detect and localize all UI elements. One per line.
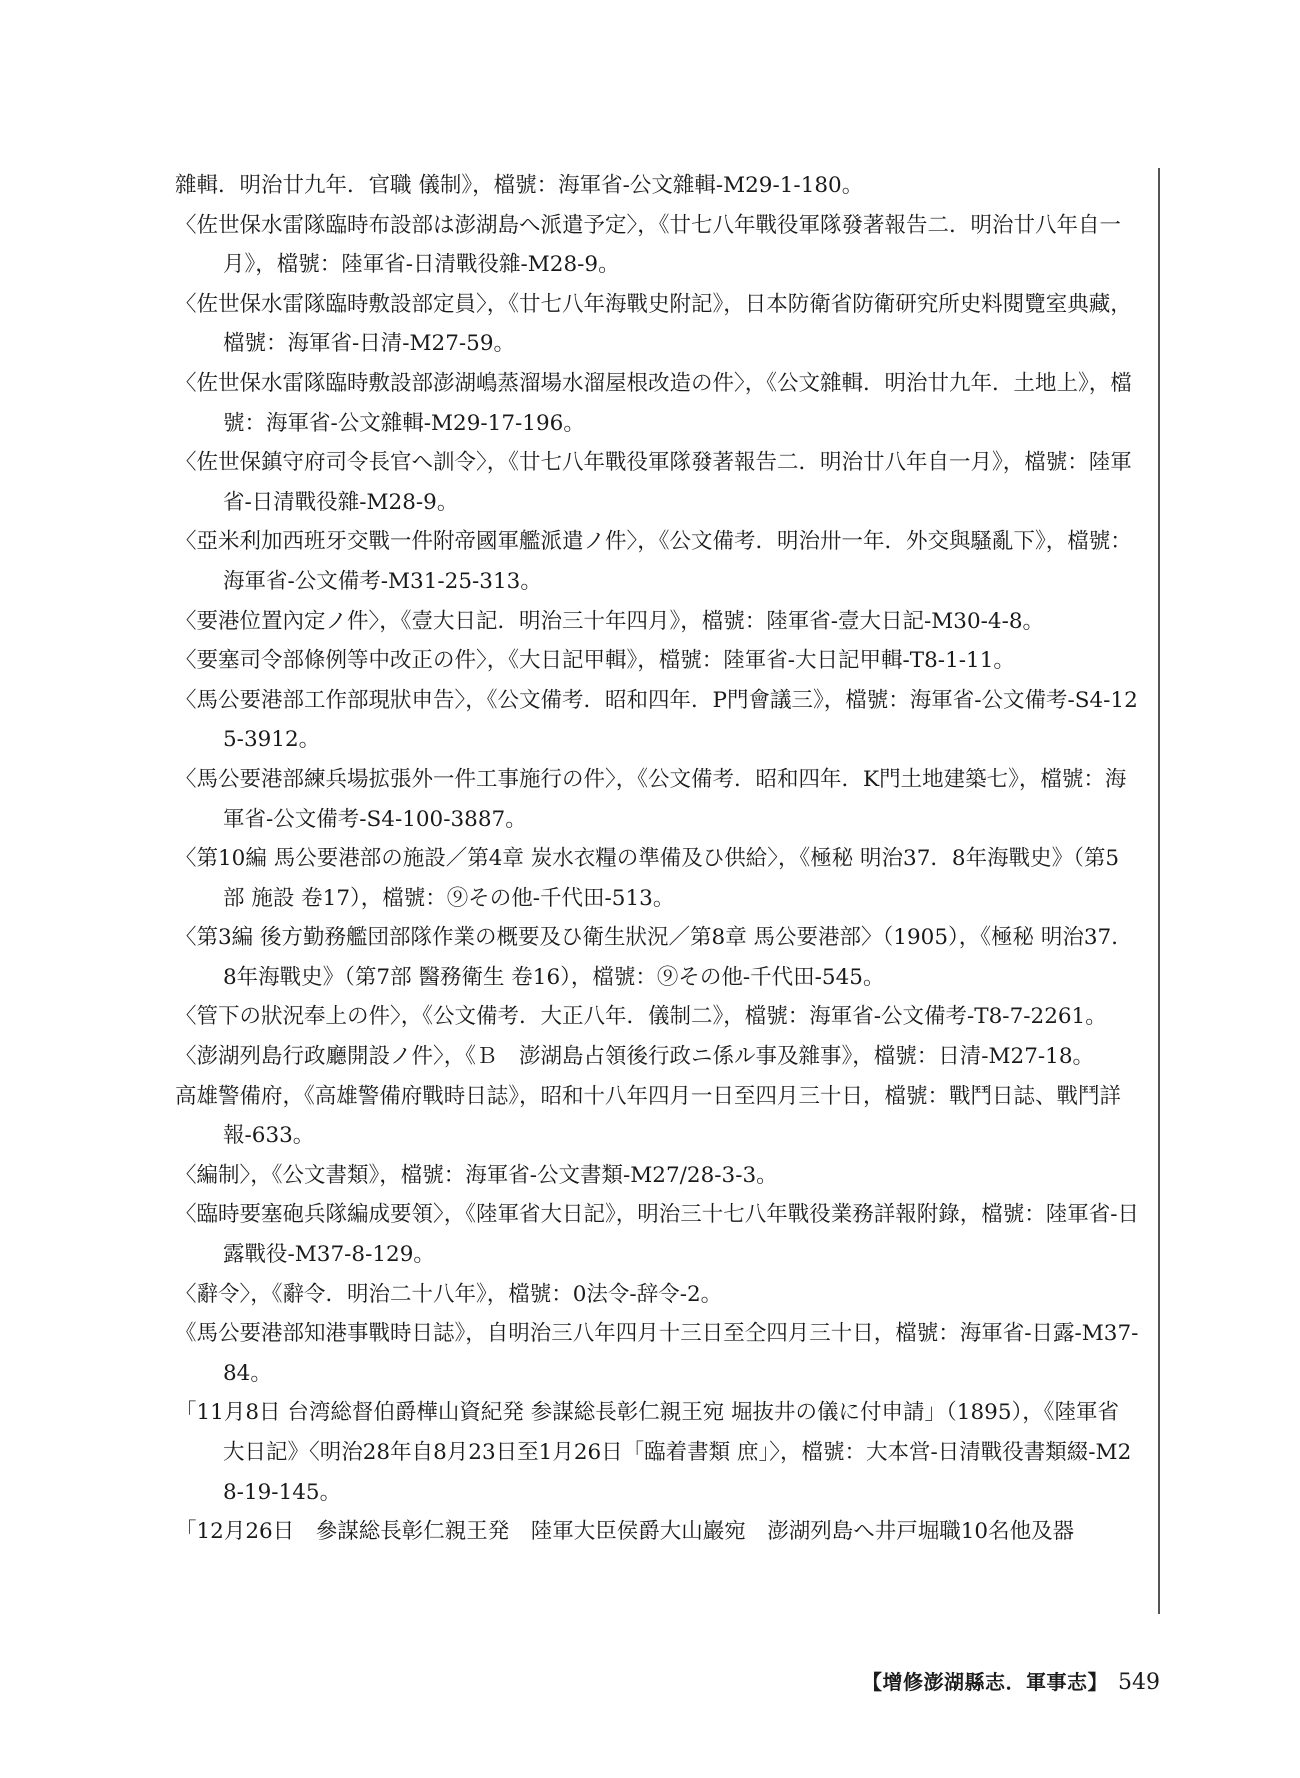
page-number: 549 — [1118, 1670, 1160, 1695]
bibliography-entry: 高雄警備府，《高雄警備府戰時日誌》，昭和十八年四月一日至四月三十日，檔號：戰鬥日誌、戰鬥詳報-633。 — [175, 1083, 1122, 1149]
page-footer — [800, 1667, 1160, 1698]
bibliography-entry: 〈澎湖列島行政廳開設ノ件〉，《Ｂ 澎湖島占領後行政ニ係ル事及雜事》，檔號：日清-M27-18。 — [175, 1044, 1095, 1070]
bibliography-entry: 〈佐世保水雷隊臨時布設部は澎湖島へ派遣予定〉，《廿七八年戰役軍隊發著報告二．明治廿八年自一月》，檔號：陸軍省-日清戰役雜-M28-9。 — [175, 212, 1122, 278]
margin-rule — [1158, 168, 1160, 1614]
bibliography-entry: 「12月26日 參謀総長彰仁親王発 陸軍大臣侯爵大山巖宛 澎湖列島へ井戸堀職10名他及器 — [175, 1519, 1075, 1545]
bibliography-entry: 〈要港位置內定ノ件〉，《壹大日記．明治三十年四月》，檔號：陸軍省-壹大日記-M30-4-8。 — [175, 608, 1045, 634]
running-book-title: 【增修澎湖縣志．軍事志】 — [862, 1670, 1108, 1694]
bibliography-entry: 〈馬公要港部練兵場拡張外一件工事施行の件〉，《公文備考．昭和四年．K門土地建築七》，檔號：海軍省-公文備考-S4-100-3887。 — [175, 766, 1127, 832]
bibliography-entry: 〈編制〉，《公文書類》，檔號：海軍省-公文書類-M27/28-3-3。 — [175, 1162, 778, 1188]
bibliography-entry: 〈第10編 馬公要港部の施設／第4章 炭水衣糧の準備及ひ供給〉，《極秘 明治37．8年海戰史》（第5部 施設 卷17），檔號：⑨その他-千代田-513。 — [175, 846, 1120, 911]
bibliography-entry: 〈佐世保水雷隊臨時敷設部澎湖嶋蒸溜場水溜屋根改造の件〉，《公文雜輯．明治廿九年．土地上》，檔號：海軍省-公文雜輯-M29-17-196。 — [175, 370, 1132, 436]
bibliography-entry: 〈佐世保鎮守府司令長官へ訓令〉，《廿七八年戰役軍隊發著報告二．明治廿八年自一月》，檔號：陸軍省-日清戰役雜-M28-9。 — [175, 450, 1132, 515]
bibliography-entry: 〈要塞司令部條例等中改正の件〉，《大日記甲輯》，檔號：陸軍省-大日記甲輯-T8-1-11。 — [175, 648, 1015, 674]
bibliography-list — [175, 166, 1140, 1552]
bibliography-entry: 〈管下の狀況奉上の件〉，《公文備考．大正八年．儀制二》，檔號：海軍省-公文備考-T8-7-2261。 — [175, 1004, 1107, 1030]
bibliography-entry: 雜輯．明治廿九年．官職 儀制》，檔號：海軍省-公文雜輯-M29-1-180。 — [175, 173, 864, 198]
bibliography-entry: 〈辭令〉，《辭令．明治二十八年》，檔號：0法令-辞令-2。 — [175, 1281, 723, 1307]
bibliography-entry: 〈第3編 後方勤務艦団部隊作業の概要及ひ衛生狀況／第8章 馬公要港部〉（1905），《極秘 明治37．8年海戰史》（第7部 醫務衛生 卷16），檔號：⑨その他-千代田-545。 — [175, 925, 1133, 990]
bibliography-entry: 《馬公要港部知港事戰時日誌》，自明治三八年四月十三日至仝四月三十日，檔號：海軍省-日露-M37-84。 — [175, 1321, 1139, 1386]
bibliography-entry: 「11月8日 台湾総督伯爵樺山資紀発 参謀総長彰仁親王宛 堀抜井の儀に付申請」（1895），《陸軍省大日記》〈明治28年自8月23日至1月26日「臨着書類 庶」〉，檔號：大本営-日清戰役書類綴-M28-19-145。 — [175, 1400, 1132, 1505]
bibliography-entry: 〈亞米利加西班牙交戰一件附帝國軍艦派遣ノ件〉，《公文備考．明治卅一年．外交與騷亂下》，檔號：海軍省-公文備考-M31-25-313。 — [175, 529, 1132, 594]
bibliography-entry: 〈臨時要塞砲兵隊編成要領〉，《陸軍省大日記》，明治三十七八年戰役業務詳報附錄，檔號：陸軍省-日露戰役-M37-8-129。 — [175, 1202, 1140, 1268]
bibliography-entry: 〈馬公要港部工作部現狀申告〉，《公文備考．昭和四年．P門會議三》，檔號：海軍省-公文備考-S4-125-3912。 — [175, 687, 1138, 753]
bibliography-entry: 〈佐世保水雷隊臨時敷設部定員〉，《廿七八年海戰史附記》，日本防衛省防衛研究所史料閱覽室典藏，檔號：海軍省-日清-M27-59。 — [175, 291, 1132, 357]
